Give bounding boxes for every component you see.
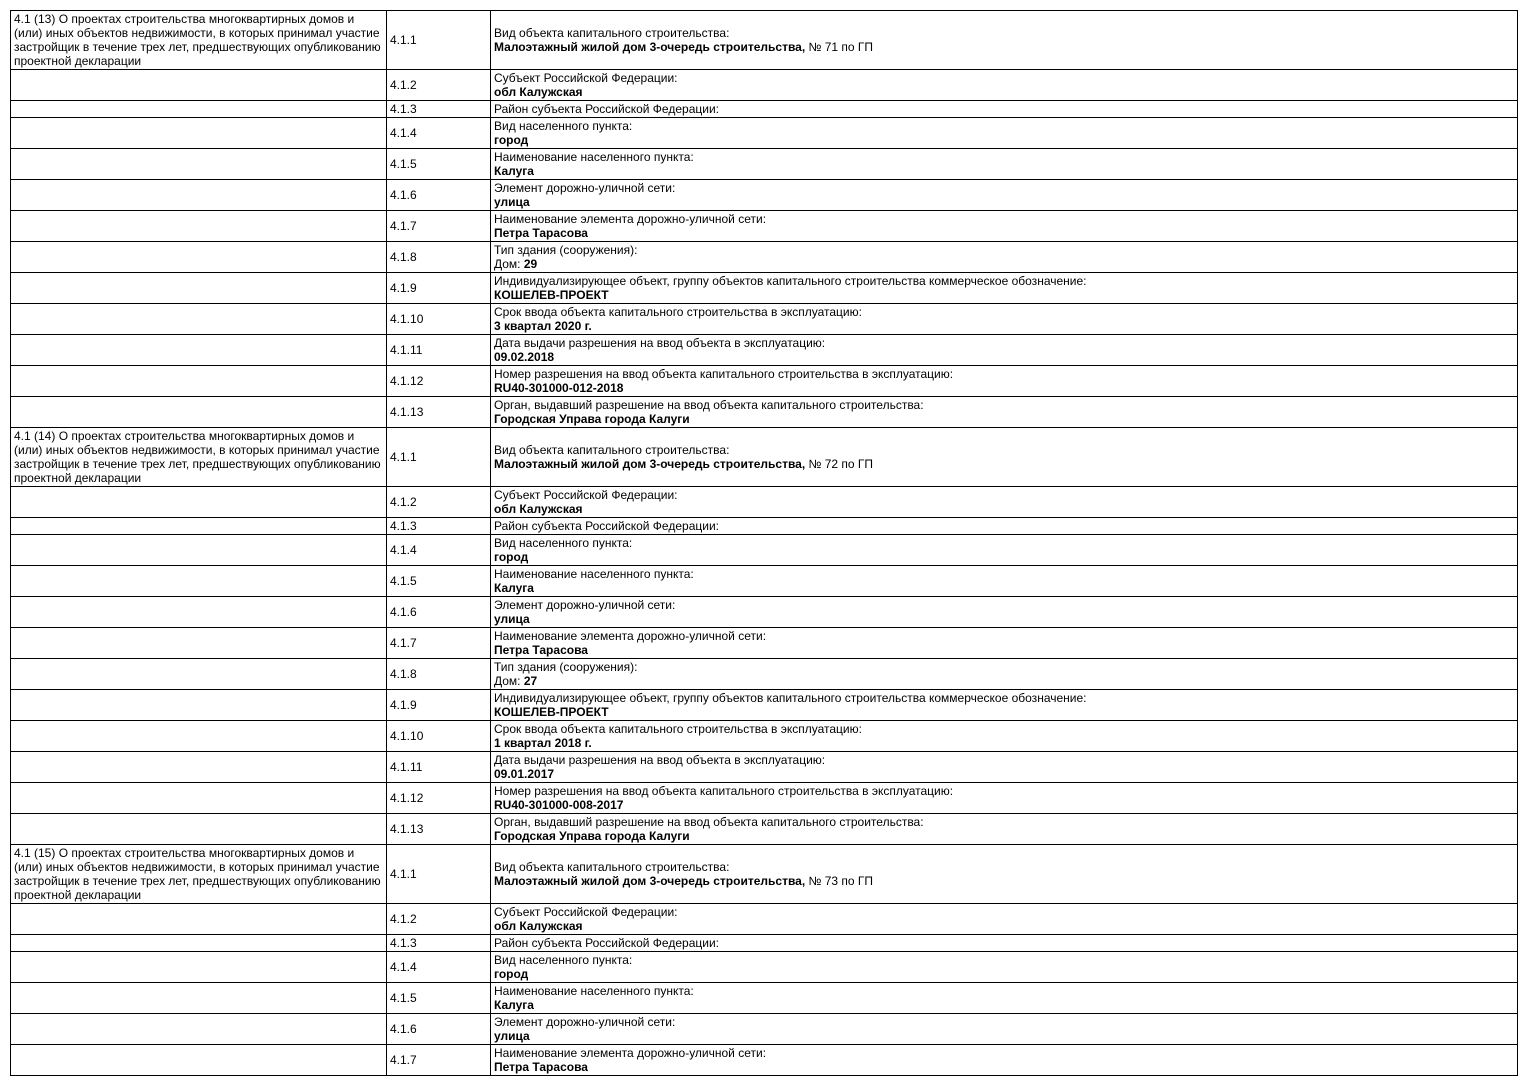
field-label: Вид объекта капитального строительства: bbox=[494, 26, 730, 40]
row-number-cell: 4.1.9 bbox=[387, 273, 491, 304]
field-value bbox=[494, 412, 1514, 426]
table-row bbox=[11, 242, 1518, 273]
field-value-main: город bbox=[494, 133, 529, 147]
section-empty-cell bbox=[11, 752, 387, 783]
field-value bbox=[494, 502, 1514, 516]
table-row bbox=[11, 70, 1518, 101]
table-row bbox=[11, 783, 1518, 814]
field-label: Район субъекта Российской Федерации: bbox=[494, 936, 719, 950]
field-label: Орган, выдавший разрешение на ввод объекта капитального строительства: bbox=[494, 815, 924, 829]
field-label: Вид объекта капитального строительства: bbox=[494, 443, 730, 457]
table-row bbox=[11, 935, 1518, 952]
section-title-cell: 4.1 (14) О проектах строительства многоквартирных домов и (или) иных объектов недвижимости, в которых принимал участие застройщик в течение трех лет, предшествующих опубликованию проектной декларации bbox=[11, 428, 387, 487]
section-empty-cell bbox=[11, 242, 387, 273]
field-value-main: КОШЕЛЕВ-ПРОЕКТ bbox=[494, 288, 609, 302]
row-number-cell: 4.1.7 bbox=[387, 211, 491, 242]
row-number-cell: 4.1.9 bbox=[387, 690, 491, 721]
table-row bbox=[11, 752, 1518, 783]
section-empty-cell bbox=[11, 273, 387, 304]
section-empty-cell bbox=[11, 535, 387, 566]
field-value-suffix: № 72 по ГП bbox=[805, 457, 874, 471]
field-value bbox=[494, 381, 1514, 395]
field-value bbox=[494, 674, 1514, 688]
field-cell bbox=[491, 566, 1518, 597]
row-number-cell: 4.1.7 bbox=[387, 1045, 491, 1076]
field-cell bbox=[491, 242, 1518, 273]
field-cell bbox=[491, 101, 1518, 118]
table-row bbox=[11, 904, 1518, 935]
row-number-cell: 4.1.1 bbox=[387, 11, 491, 70]
field-value-prefix: Дом: bbox=[494, 674, 524, 688]
row-number-cell: 4.1.5 bbox=[387, 149, 491, 180]
field-cell bbox=[491, 721, 1518, 752]
table-row bbox=[11, 304, 1518, 335]
field-label: Субъект Российской Федерации: bbox=[494, 71, 678, 85]
table-row bbox=[11, 566, 1518, 597]
field-value-main: улица bbox=[494, 612, 530, 626]
field-value-main: город bbox=[494, 967, 529, 981]
field-cell bbox=[491, 11, 1518, 70]
table-row bbox=[11, 628, 1518, 659]
field-label: Дата выдачи разрешения на ввод объекта в эксплуатацию: bbox=[494, 753, 826, 767]
table-row bbox=[11, 180, 1518, 211]
field-value-main: Калуга bbox=[494, 581, 534, 595]
project-declaration-table bbox=[10, 10, 1518, 1076]
row-number-cell: 4.1.2 bbox=[387, 904, 491, 935]
field-value bbox=[494, 612, 1514, 626]
table-row bbox=[11, 597, 1518, 628]
section-empty-cell bbox=[11, 304, 387, 335]
field-cell bbox=[491, 1014, 1518, 1045]
field-cell bbox=[491, 273, 1518, 304]
field-cell bbox=[491, 783, 1518, 814]
field-value bbox=[494, 550, 1514, 564]
field-value bbox=[494, 874, 1514, 888]
table-row bbox=[11, 1045, 1518, 1076]
field-value-main: Малоэтажный жилой дом 3-очередь строительства, bbox=[494, 40, 806, 54]
table-row bbox=[11, 845, 1518, 904]
field-label: Район субъекта Российской Федерации: bbox=[494, 519, 719, 533]
table-row bbox=[11, 983, 1518, 1014]
row-number-cell: 4.1.6 bbox=[387, 1014, 491, 1045]
table-row bbox=[11, 397, 1518, 428]
field-value bbox=[494, 998, 1514, 1012]
section-empty-cell bbox=[11, 566, 387, 597]
section-empty-cell bbox=[11, 983, 387, 1014]
field-value-main: Петра Тарасова bbox=[494, 226, 588, 240]
field-value bbox=[494, 1029, 1514, 1043]
section-empty-cell bbox=[11, 70, 387, 101]
field-cell bbox=[491, 118, 1518, 149]
row-number-cell: 4.1.12 bbox=[387, 783, 491, 814]
section-empty-cell bbox=[11, 952, 387, 983]
field-cell bbox=[491, 149, 1518, 180]
field-cell bbox=[491, 428, 1518, 487]
section-empty-cell bbox=[11, 101, 387, 118]
row-number-cell: 4.1.12 bbox=[387, 366, 491, 397]
field-value-main: 1 квартал 2018 г. bbox=[494, 736, 592, 750]
row-number-cell: 4.1.4 bbox=[387, 535, 491, 566]
row-number-cell: 4.1.3 bbox=[387, 935, 491, 952]
field-value bbox=[494, 195, 1514, 209]
field-value bbox=[494, 829, 1514, 843]
field-cell bbox=[491, 752, 1518, 783]
field-label: Элемент дорожно-уличной сети: bbox=[494, 181, 676, 195]
row-number-cell: 4.1.5 bbox=[387, 566, 491, 597]
section-empty-cell bbox=[11, 814, 387, 845]
table-body bbox=[11, 11, 1518, 1076]
table-row bbox=[11, 518, 1518, 535]
row-number-cell: 4.1.2 bbox=[387, 487, 491, 518]
field-value-main: КОШЕЛЕВ-ПРОЕКТ bbox=[494, 705, 609, 719]
field-value bbox=[494, 919, 1514, 933]
field-value-main: 3 квартал 2020 г. bbox=[494, 319, 592, 333]
field-cell bbox=[491, 814, 1518, 845]
field-label: Орган, выдавший разрешение на ввод объекта капитального строительства: bbox=[494, 398, 924, 412]
field-value-main: 27 bbox=[523, 674, 538, 688]
table-row bbox=[11, 952, 1518, 983]
field-value-main: Малоэтажный жилой дом 3-очередь строительства, bbox=[494, 874, 806, 888]
section-empty-cell bbox=[11, 1045, 387, 1076]
field-cell bbox=[491, 845, 1518, 904]
field-label: Тип здания (сооружения): bbox=[494, 660, 638, 674]
field-value bbox=[494, 85, 1514, 99]
row-number-cell: 4.1.6 bbox=[387, 597, 491, 628]
field-value-main: обл Калужская bbox=[494, 502, 583, 516]
section-empty-cell bbox=[11, 397, 387, 428]
field-value-main: улица bbox=[494, 1029, 530, 1043]
field-label: Район субъекта Российской Федерации: bbox=[494, 102, 719, 116]
field-value bbox=[494, 736, 1514, 750]
field-cell bbox=[491, 952, 1518, 983]
field-label: Вид объекта капитального строительства: bbox=[494, 860, 730, 874]
row-number-cell: 4.1.13 bbox=[387, 814, 491, 845]
row-number-cell: 4.1.7 bbox=[387, 628, 491, 659]
row-number-cell: 4.1.4 bbox=[387, 952, 491, 983]
table-row bbox=[11, 11, 1518, 70]
field-value-main: Малоэтажный жилой дом 3-очередь строительства, bbox=[494, 457, 806, 471]
field-label: Элемент дорожно-уличной сети: bbox=[494, 598, 676, 612]
section-empty-cell bbox=[11, 149, 387, 180]
field-label: Вид населенного пункта: bbox=[494, 119, 633, 133]
row-number-cell: 4.1.8 bbox=[387, 659, 491, 690]
field-value-main: 09.01.2017 bbox=[494, 767, 555, 781]
table-row bbox=[11, 1014, 1518, 1045]
section-empty-cell bbox=[11, 690, 387, 721]
field-value bbox=[494, 1060, 1514, 1074]
field-label: Наименование населенного пункта: bbox=[494, 150, 694, 164]
row-number-cell: 4.1.2 bbox=[387, 70, 491, 101]
field-cell bbox=[491, 70, 1518, 101]
row-number-cell: 4.1.3 bbox=[387, 518, 491, 535]
table-row bbox=[11, 721, 1518, 752]
table-row bbox=[11, 428, 1518, 487]
field-value-main: обл Калужская bbox=[494, 85, 583, 99]
table-row bbox=[11, 211, 1518, 242]
section-empty-cell bbox=[11, 180, 387, 211]
field-cell bbox=[491, 1045, 1518, 1076]
field-value bbox=[494, 133, 1514, 147]
field-value-suffix: № 73 по ГП bbox=[805, 874, 874, 888]
field-value-main: 29 bbox=[523, 257, 538, 271]
row-number-cell: 4.1.6 bbox=[387, 180, 491, 211]
row-number-cell: 4.1.8 bbox=[387, 242, 491, 273]
field-cell bbox=[491, 597, 1518, 628]
field-cell bbox=[491, 628, 1518, 659]
field-label: Субъект Российской Федерации: bbox=[494, 905, 678, 919]
field-value bbox=[494, 767, 1514, 781]
section-empty-cell bbox=[11, 783, 387, 814]
section-empty-cell bbox=[11, 659, 387, 690]
field-cell bbox=[491, 180, 1518, 211]
field-value-main: Калуга bbox=[494, 164, 534, 178]
section-empty-cell bbox=[11, 1014, 387, 1045]
field-value bbox=[494, 350, 1514, 364]
field-cell bbox=[491, 659, 1518, 690]
field-label: Срок ввода объекта капитального строительства в эксплуатацию: bbox=[494, 722, 862, 736]
field-label: Номер разрешения на ввод объекта капитального строительства в эксплуатацию: bbox=[494, 784, 954, 798]
field-value bbox=[494, 798, 1514, 812]
table-row bbox=[11, 101, 1518, 118]
table-row bbox=[11, 535, 1518, 566]
section-empty-cell bbox=[11, 935, 387, 952]
row-number-cell: 4.1.4 bbox=[387, 118, 491, 149]
field-cell bbox=[491, 211, 1518, 242]
field-label: Наименование элемента дорожно-уличной сети: bbox=[494, 1046, 767, 1060]
field-value bbox=[494, 164, 1514, 178]
row-number-cell: 4.1.5 bbox=[387, 983, 491, 1014]
field-value bbox=[494, 40, 1514, 54]
row-number-cell: 4.1.10 bbox=[387, 304, 491, 335]
field-value bbox=[494, 705, 1514, 719]
section-empty-cell bbox=[11, 518, 387, 535]
row-number-cell: 4.1.1 bbox=[387, 845, 491, 904]
table-row bbox=[11, 149, 1518, 180]
field-value-main: Калуга bbox=[494, 998, 534, 1012]
field-cell bbox=[491, 304, 1518, 335]
section-empty-cell bbox=[11, 487, 387, 518]
row-number-cell: 4.1.10 bbox=[387, 721, 491, 752]
field-cell bbox=[491, 335, 1518, 366]
field-label: Наименование населенного пункта: bbox=[494, 567, 694, 581]
field-value-main: Петра Тарасова bbox=[494, 643, 588, 657]
field-value bbox=[494, 288, 1514, 302]
field-value bbox=[494, 226, 1514, 240]
field-label: Индивидуализирующее объект, группу объектов капитального строительства коммерческое обозначение: bbox=[494, 691, 1087, 705]
section-empty-cell bbox=[11, 628, 387, 659]
field-cell bbox=[491, 690, 1518, 721]
field-label: Срок ввода объекта капитального строительства в эксплуатацию: bbox=[494, 305, 862, 319]
row-number-cell: 4.1.1 bbox=[387, 428, 491, 487]
section-empty-cell bbox=[11, 335, 387, 366]
field-value-main: RU40-301000-008-2017 bbox=[494, 798, 624, 812]
table-row bbox=[11, 690, 1518, 721]
row-number-cell: 4.1.13 bbox=[387, 397, 491, 428]
field-value bbox=[494, 319, 1514, 333]
field-label: Индивидуализирующее объект, группу объектов капитального строительства коммерческое обозначение: bbox=[494, 274, 1087, 288]
row-number-cell: 4.1.3 bbox=[387, 101, 491, 118]
field-value bbox=[494, 581, 1514, 595]
field-cell bbox=[491, 983, 1518, 1014]
field-value-prefix: Дом: bbox=[494, 257, 524, 271]
field-label: Наименование элемента дорожно-уличной сети: bbox=[494, 629, 767, 643]
section-empty-cell bbox=[11, 118, 387, 149]
field-cell bbox=[491, 535, 1518, 566]
field-value-main: Петра Тарасова bbox=[494, 1060, 588, 1074]
field-label: Наименование населенного пункта: bbox=[494, 984, 694, 998]
table-row bbox=[11, 118, 1518, 149]
table-row bbox=[11, 366, 1518, 397]
field-cell bbox=[491, 935, 1518, 952]
field-label: Субъект Российской Федерации: bbox=[494, 488, 678, 502]
section-empty-cell bbox=[11, 597, 387, 628]
row-number-cell: 4.1.11 bbox=[387, 335, 491, 366]
field-value-main: город bbox=[494, 550, 529, 564]
table-row bbox=[11, 814, 1518, 845]
field-cell bbox=[491, 366, 1518, 397]
field-value bbox=[494, 457, 1514, 471]
table-row bbox=[11, 659, 1518, 690]
section-empty-cell bbox=[11, 366, 387, 397]
table-row bbox=[11, 335, 1518, 366]
field-cell bbox=[491, 397, 1518, 428]
field-value bbox=[494, 257, 1514, 271]
field-label: Элемент дорожно-уличной сети: bbox=[494, 1015, 676, 1029]
field-value-main: 09.02.2018 bbox=[494, 350, 555, 364]
field-cell bbox=[491, 487, 1518, 518]
field-value bbox=[494, 643, 1514, 657]
field-value-main: улица bbox=[494, 195, 530, 209]
section-empty-cell bbox=[11, 211, 387, 242]
row-number-cell: 4.1.11 bbox=[387, 752, 491, 783]
section-empty-cell bbox=[11, 904, 387, 935]
section-title-cell: 4.1 (13) О проектах строительства многоквартирных домов и (или) иных объектов недвижимости, в которых принимал участие застройщик в течение трех лет, предшествующих опубликованию проектной декларации bbox=[11, 11, 387, 70]
field-label: Номер разрешения на ввод объекта капитального строительства в эксплуатацию: bbox=[494, 367, 954, 381]
field-cell bbox=[491, 904, 1518, 935]
field-label: Дата выдачи разрешения на ввод объекта в эксплуатацию: bbox=[494, 336, 826, 350]
field-label: Вид населенного пункта: bbox=[494, 953, 633, 967]
field-value-suffix: № 71 по ГП bbox=[805, 40, 874, 54]
field-cell bbox=[491, 518, 1518, 535]
field-label: Вид населенного пункта: bbox=[494, 536, 633, 550]
field-label: Наименование элемента дорожно-уличной сети: bbox=[494, 212, 767, 226]
table-row bbox=[11, 273, 1518, 304]
section-title-cell: 4.1 (15) О проектах строительства многоквартирных домов и (или) иных объектов недвижимости, в которых принимал участие застройщик в течение трех лет, предшествующих опубликованию проектной декларации bbox=[11, 845, 387, 904]
field-value-main: Городская Управа города Калуги bbox=[494, 412, 690, 426]
field-value-main: обл Калужская bbox=[494, 919, 583, 933]
table-row bbox=[11, 487, 1518, 518]
field-value-main: Городская Управа города Калуги bbox=[494, 829, 690, 843]
field-label: Тип здания (сооружения): bbox=[494, 243, 638, 257]
field-value bbox=[494, 967, 1514, 981]
field-value-main: RU40-301000-012-2018 bbox=[494, 381, 624, 395]
section-empty-cell bbox=[11, 721, 387, 752]
